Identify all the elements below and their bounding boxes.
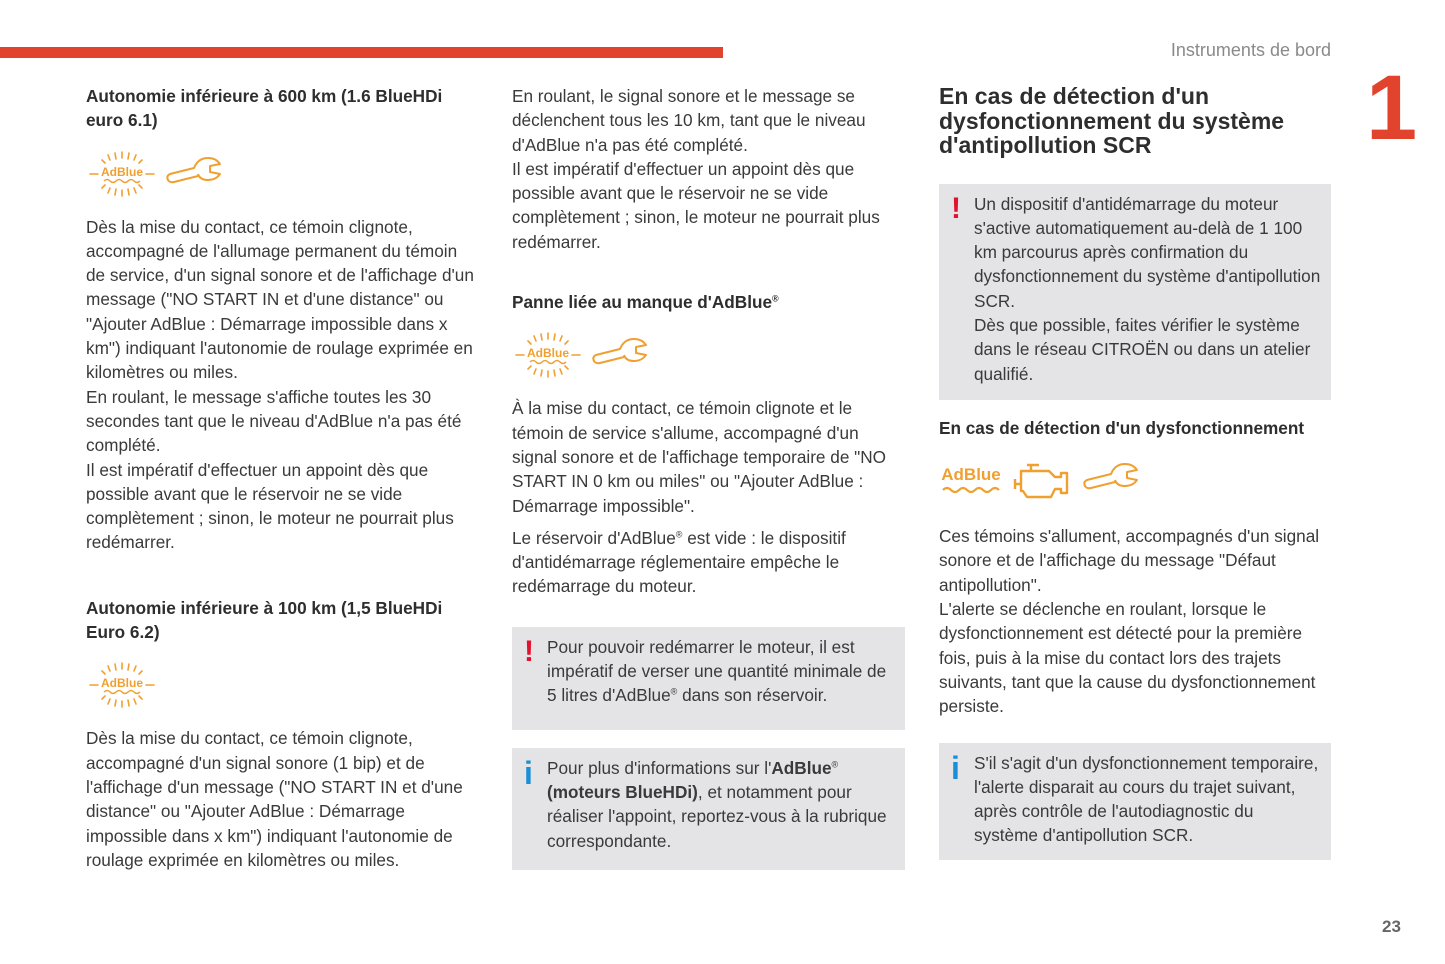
heading-100km: Autonomie inférieure à 100 km (1,5 BlueHDi Euro 6.2) <box>86 597 443 643</box>
info-icon: i <box>524 754 533 791</box>
svg-text:AdBlue: AdBlue <box>941 465 1001 485</box>
paragraph-600km-1: Dès la mise du contact, ce témoin clignote, accompagné de l'allumage permanent du témoin de service, d'un signal sonore et de l'affichage d'un message ("NO START IN et d'une distance" ou "Ajouter AdBlue : Démarrage impossible dans x km") indiquant l'autonomie de roulage exprimée en kilomètres ou miles. <box>86 216 474 383</box>
adblue-blinking-icon <box>512 331 582 379</box>
adblue-blinking-icon <box>86 150 156 198</box>
warning-box-restart <box>512 627 905 730</box>
paragraph-panne-1: À la mise du contact, ce témoin clignote et le témoin de service s'allume, accompagné d'un signal sonore et de l'affichage temporaire de "NO START IN 0 km ou miles" ou "Ajouter AdBlue : Démarrage impossible". <box>512 398 887 516</box>
column-3 <box>939 84 1331 860</box>
svg-text:AdBlue: AdBlue <box>101 676 143 691</box>
info-box-temporary <box>939 743 1331 860</box>
engine-icon <box>1011 457 1073 503</box>
column-1 <box>86 84 481 872</box>
heading-600km: Autonomie inférieure à 600 km (1.6 BlueHDi euro 6.1) <box>86 86 443 131</box>
paragraph-malfunction-2: L'alerte se déclenche en roulant, lorsque le dysfonctionnement est détecté pour la première fois, puis à la mise du contact lors des trajets suivants, tant que la cause du dysfonctionnement persiste. <box>939 599 1316 717</box>
paragraph-panne-2: Le réservoir d'AdBlue® est vide : le dispositif d'antidémarrage réglementaire empêche le redémarrage du moteur. <box>512 527 846 597</box>
paragraph-imperative: Il est impératif d'effectuer un appoint dès que possible avant que le réservoir ne se vide complètement ; sinon, le moteur ne pourrait plus redémarrer. <box>512 158 880 252</box>
header-red-bar <box>0 47 723 58</box>
adblue-icon <box>939 460 1003 500</box>
warning-icons-100km <box>86 650 481 720</box>
warning-text-antistart-2: Dès que possible, faites vérifier le système dans le réseau CITROËN ou dans un atelier qualifié. <box>974 314 1311 384</box>
page-number: 23 <box>1382 917 1401 936</box>
paragraph-600km-2: En roulant, le message s'affiche toutes les 30 secondes tant que le niveau d'AdBlue n'a pas été complété. <box>86 386 462 456</box>
info-text-temporary: S'il s'agit d'un dysfonctionnement temporaire, l'alerte disparait au cours du trajet suivant, après contrôle de l'autodiagnostic du système d'antipollution SCR. <box>974 752 1319 846</box>
warning-text-antistart-1: Un dispositif d'antidémarrage du moteur s'active automatiquement au-delà de 1 100 km parcourus après confirmation du dysfonctionnement du système d'antipollution SCR. <box>974 193 1321 311</box>
warning-text-restart: Pour pouvoir redémarrer le moteur, il est impératif de verser une quantité minimale de 5 litres d'AdBlue® dans son réservoir. <box>547 636 887 706</box>
paragraph-600km-3: Il est impératif d'effectuer un appoint dès que possible avant que le réservoir ne se vide complètement ; sinon, le moteur ne pourrait plus redémarrer. <box>86 459 454 553</box>
svg-text:AdBlue: AdBlue <box>527 346 569 361</box>
info-text-adblue: Pour plus d'informations sur l'AdBlue® (moteurs BlueHDi), et notamment pour réaliser l'appoint, reportez-vous à la rubrique correspondante. <box>547 757 887 851</box>
paragraph-malfunction-1: Ces témoins s'allument, accompagnés d'un signal sonore et de l'affichage du message "Défaut antipollution". <box>939 526 1320 595</box>
paragraph-rolling: En roulant, le signal sonore et le message se déclenchent tous les 10 km, tant que le niveau d'AdBlue n'a pas été complété. <box>512 86 866 155</box>
section-title: Instruments de bord <box>1170 40 1331 60</box>
heading-malfunction: En cas de détection d'un dysfonctionnement <box>939 417 1305 438</box>
service-wrench-icon <box>590 335 650 375</box>
heading-panne-adblue: Panne liée au manque d'AdBlue® <box>512 292 779 313</box>
title-scr-malfunction: En cas de détection d'un dysfonctionnement du système d'antipollution SCR <box>939 83 1285 158</box>
service-wrench-icon <box>164 154 224 194</box>
warning-box-antistart <box>939 184 1331 400</box>
svg-text:AdBlue: AdBlue <box>101 164 143 179</box>
exclamation-icon: ! <box>524 634 534 668</box>
service-wrench-icon <box>1081 460 1141 500</box>
exclamation-icon: ! <box>951 191 961 225</box>
info-icon: i <box>951 749 960 786</box>
adblue-blinking-icon <box>86 661 156 709</box>
warning-icons-malfunction <box>939 450 1331 510</box>
warning-icons-panne <box>512 320 905 390</box>
info-box-adblue <box>512 748 905 870</box>
chapter-number: 1 <box>1366 57 1418 159</box>
warning-icons-600km <box>86 139 481 209</box>
paragraph-100km-1: Dès la mise du contact, ce témoin clignote, accompagné d'un signal sonore (1 bip) et de l'affichage d'un message ("NO START IN et d'une distance" ou "Ajouter AdBlue : Démarrage impossible dans x km") indiquant l'autonomie de roulage exprimée en kilomètres ou miles. <box>86 728 463 870</box>
column-2 <box>512 84 905 870</box>
